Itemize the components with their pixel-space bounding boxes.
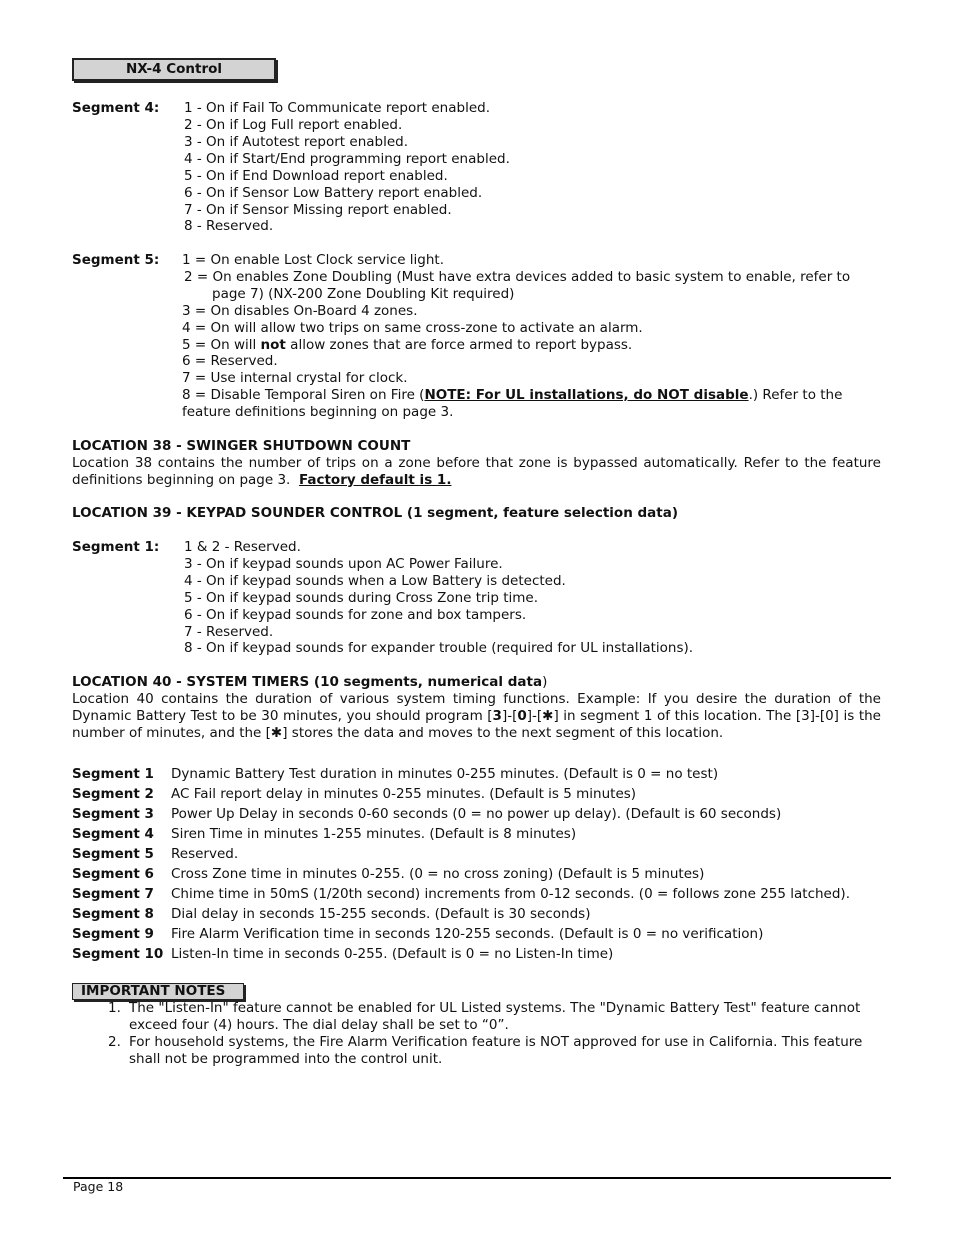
timer-segment-text: Dial delay in seconds 15-255 seconds. (Default is 30 seconds) — [171, 906, 591, 922]
emphasis: not — [260, 337, 286, 353]
text: 5 = On will — [182, 337, 261, 353]
seg4-item: 6 - On if Sensor Low Battery report enabled. — [184, 185, 483, 201]
location-38-body — [72, 455, 881, 489]
seg5-item: 1 = On enable Lost Clock service light. — [182, 252, 444, 268]
text: Location 38 contains the number of trips on a zone before that zone is bypassed automatically. Refer to the feature definitions beginning on page 3. — [72, 455, 881, 488]
note-text: exceed four (4) hours. The dial delay shall be set to “0”. — [129, 1017, 509, 1033]
location-39-heading: LOCATION 39 - KEYPAD SOUNDER CONTROL (1 segment, feature selection data) — [72, 505, 679, 521]
seg5-item-cont: feature definitions beginning on page 3. — [182, 404, 454, 420]
timer-segment-label: Segment 7 — [72, 886, 154, 902]
loc39-item: 8 - On if keypad sounds for expander trouble (required for UL installations). — [184, 640, 694, 656]
footer-rule — [63, 1177, 891, 1179]
key: 3 — [492, 708, 502, 724]
text: ] stores the data and moves to the next segment of this location. — [282, 725, 724, 741]
loc39-item: 6 - On if keypad sounds for zone and box tampers. — [184, 607, 527, 623]
timer-segment-text: Dynamic Battery Test duration in minutes 0-255 minutes. (Default is 0 = no test) — [171, 766, 719, 782]
seg4-item: 3 - On if Autotest report enabled. — [184, 134, 409, 150]
page-number: Page 18 — [73, 1179, 124, 1194]
location-38-heading: LOCATION 38 - SWINGER SHUTDOWN COUNT — [72, 438, 411, 454]
section-header-box: NX-4 Control — [72, 58, 276, 81]
seg5-item: 7 = Use internal crystal for clock. — [182, 370, 408, 386]
timer-segment-label: Segment 10 — [72, 946, 164, 962]
seg4-item: 1 - On if Fail To Communicate report enabled. — [184, 100, 490, 116]
seg5-item: 4 = On will allow two trips on same cross-zone to activate an alarm. — [182, 320, 643, 336]
loc39-item: 7 - Reserved. — [184, 624, 274, 640]
star-key-icon: ✱ — [542, 708, 554, 724]
seg5-item: 6 = Reserved. — [182, 353, 278, 369]
timer-segment-label: Segment 4 — [72, 826, 154, 842]
timer-segment-text: Reserved. — [171, 846, 239, 862]
factory-default: Factory default is 1. — [298, 472, 452, 488]
seg4-item: 4 - On if Start/End programming report enabled. — [184, 151, 510, 167]
timer-segment-text: Chime time in 50mS (1/20th second) increments from 0-12 seconds. (0 = follows zone 255 latched). — [171, 886, 850, 902]
timer-segment-label: Segment 8 — [72, 906, 154, 922]
text: ]-[ — [501, 708, 518, 724]
timer-segment-text: Fire Alarm Verification time in seconds 120-255 seconds. (Default is 0 = no verification) — [171, 926, 764, 942]
note-text: For household systems, the Fire Alarm Verification feature is NOT approved for use in California. This feature — [129, 1034, 863, 1050]
loc39-item: 1 & 2 - Reserved. — [184, 539, 301, 555]
seg5-item-cont: page 7) (NX-200 Zone Doubling Kit required) — [212, 286, 515, 302]
timer-segment-text: Cross Zone time in minutes 0-255. (0 = no cross zoning) (Default is 5 minutes) — [171, 866, 705, 882]
segment-5-label: Segment 5: — [72, 252, 160, 268]
timer-segment-label: Segment 9 — [72, 926, 154, 942]
timer-segment-text: AC Fail report delay in minutes 0-255 minutes. (Default is 5 minutes) — [171, 786, 637, 802]
seg4-item: 7 - On if Sensor Missing report enabled. — [184, 202, 452, 218]
timer-segment-text: Listen-In time in seconds 0-255. (Default is 0 = no Listen-In time) — [171, 946, 614, 962]
location-40-body — [72, 691, 881, 742]
location-40-heading — [72, 674, 547, 691]
seg4-item: 2 - On if Log Full report enabled. — [184, 117, 403, 133]
timer-segment-label: Segment 1 — [72, 766, 154, 782]
ul-note: NOTE: For UL installations, do NOT disable — [424, 387, 749, 403]
text: .) Refer to the — [748, 387, 843, 403]
seg4-item: 8 - Reserved. — [184, 218, 274, 234]
key: 0 — [517, 708, 527, 724]
timer-segment-text: Power Up Delay in seconds 0-60 seconds (0 = no power up delay). (Default is 60 seconds) — [171, 806, 782, 822]
important-notes-box: IMPORTANT NOTES — [72, 983, 244, 1000]
loc39-item: 4 - On if keypad sounds when a Low Battery is detected. — [184, 573, 566, 589]
text: Location 40 contains the duration of various system timing functions. Example: If you desire the duration of the Dynamic Battery Test to be 30 minutes, you should program [ — [72, 691, 881, 724]
loc39-item: 3 - On if keypad sounds upon AC Power Failure. — [184, 556, 503, 572]
heading-close: ) — [542, 674, 548, 690]
timer-segment-label: Segment 5 — [72, 846, 154, 862]
seg5-item: 3 = On disables On-Board 4 zones. — [182, 303, 418, 319]
note-text: The "Listen-In" feature cannot be enabled for UL Listed systems. The "Dynamic Battery Test" feature cannot — [129, 1000, 861, 1016]
text: ] in segment 1 of this location. The [3]-[0] is the number of minutes, and the [ — [72, 708, 881, 741]
timer-segment-label: Segment 2 — [72, 786, 154, 802]
note-text: shall not be programmed into the control unit. — [129, 1051, 443, 1067]
seg5-item: 2 = On enables Zone Doubling (Must have extra devices added to basic system to enable, refer to — [184, 269, 851, 285]
text: ]-[ — [526, 708, 543, 724]
timer-segment-label: Segment 3 — [72, 806, 154, 822]
text: allow zones that are force armed to report bypass. — [285, 337, 633, 353]
seg4-item: 5 - On if End Download report enabled. — [184, 168, 448, 184]
segment-1-label: Segment 1: — [72, 539, 160, 555]
note-number: 2. — [108, 1034, 121, 1050]
seg5-item — [182, 337, 632, 354]
star-key-icon: ✱ — [270, 725, 283, 741]
timer-segment-label: Segment 6 — [72, 866, 154, 882]
heading-text: LOCATION 40 - SYSTEM TIMERS (10 segments, numerical data — [72, 674, 543, 690]
loc39-item: 5 - On if keypad sounds during Cross Zone trip time. — [184, 590, 538, 606]
seg5-item — [182, 387, 842, 404]
segment-4-label: Segment 4: — [72, 100, 160, 116]
timer-segment-text: Siren Time in minutes 1-255 minutes. (Default is 8 minutes) — [171, 826, 577, 842]
note-number: 1. — [108, 1000, 121, 1016]
text: 8 = Disable Temporal Siren on Fire ( — [182, 387, 425, 403]
